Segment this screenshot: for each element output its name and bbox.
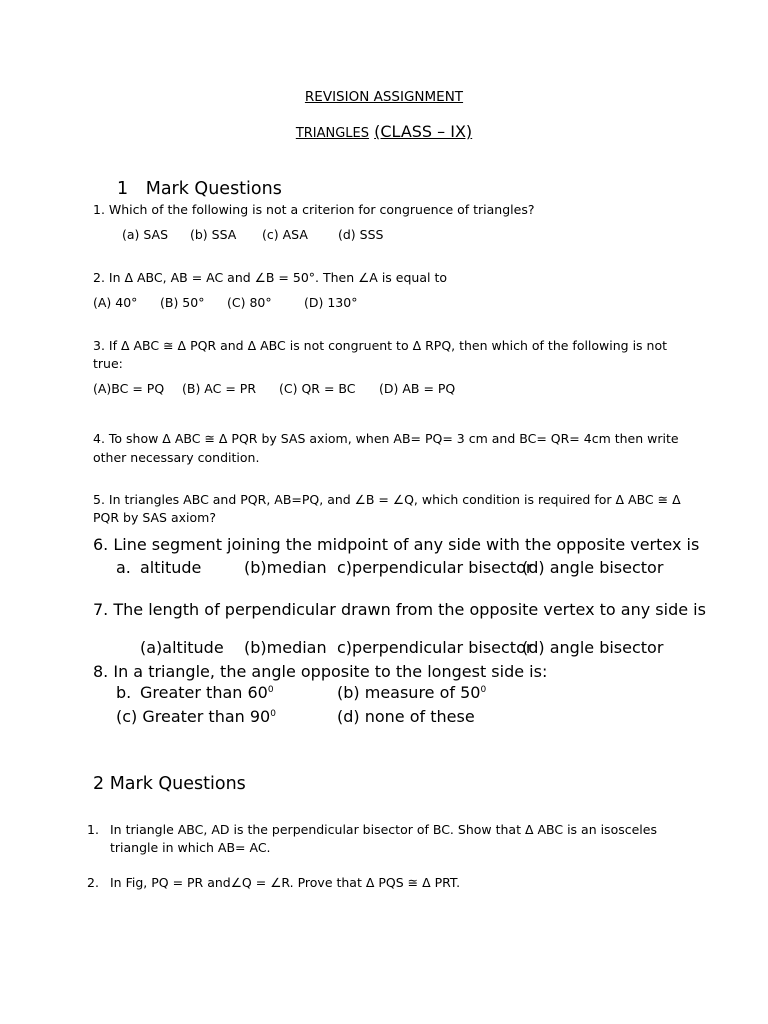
- s2-item-2-number: 2.: [87, 875, 99, 890]
- q2-option-d: (D) 130°: [304, 295, 358, 310]
- q3-option-d: (D) AB = PQ: [379, 381, 456, 396]
- s2-item-1-line1: In triangle ABC, AD is the perpendicular bisector of BC. Show that Δ ABC is an isosceles: [110, 822, 657, 837]
- s2-item-1-line2: triangle in which AB= AC.: [110, 840, 271, 855]
- q6-option-d: (d) angle bisector: [522, 558, 664, 577]
- section1-heading: [117, 179, 282, 199]
- question-5-line2: PQR by SAS axiom?: [93, 510, 216, 525]
- q2-option-b: (B) 50°: [160, 295, 205, 310]
- q7-option-a: (a)altitude: [140, 638, 224, 657]
- q1-option-a: (a) SAS: [122, 227, 169, 242]
- subtitle-class: (CLASS – IX): [374, 122, 473, 141]
- q8-option-c: (c) Greater than $90^0$: [116, 707, 276, 726]
- q6-option-a: altitude: [140, 558, 202, 577]
- q6-option-b: (b)median: [244, 558, 327, 577]
- q1-option-b: (b) SSA: [190, 227, 237, 242]
- section1-title: Mark Questions: [145, 179, 282, 199]
- q7-option-b: (b)median: [244, 638, 327, 657]
- page-subtitle: [0, 122, 768, 141]
- q3-option-c: (C) QR = BC: [279, 381, 356, 396]
- q6-list-marker: a.: [116, 558, 131, 577]
- q2-option-c: (C) 80°: [227, 295, 272, 310]
- question-1: 1. Which of the following is not a criterion for congruence of triangles?: [93, 202, 535, 217]
- question-3-line2: true:: [93, 356, 123, 371]
- question-7: 7. The length of perpendicular drawn from the opposite vertex to any side is: [93, 600, 706, 619]
- q2-option-a: (A) 40°: [93, 295, 138, 310]
- question-3-line1: 3. If Δ ABC ≅ Δ PQR and Δ ABC is not congruent to Δ RPQ, then which of the following is not: [93, 338, 668, 353]
- page-title: REVISION ASSIGNMENT: [304, 89, 464, 105]
- question-4-line2: other necessary condition.: [93, 450, 260, 465]
- s2-item-2-line1: In Fig, PQ = PR and∠Q = ∠R. Prove that Δ PQS ≅ Δ PRT.: [110, 875, 461, 890]
- question-5-line1: 5. In triangles ABC and PQR, AB=PQ, and ∠B = ∠Q, which condition is required for Δ ABC ≅ Δ: [93, 492, 681, 507]
- q8-option-a: Greater than $60^0$: [140, 683, 274, 702]
- q3-option-b: (B) AC = PR: [182, 381, 257, 396]
- s2-item-1-number: 1.: [87, 822, 99, 837]
- question-6: 6. Line segment joining the midpoint of any side with the opposite vertex is: [93, 535, 700, 554]
- q1-option-c: (c) ASA: [262, 227, 308, 242]
- q3-option-a: (A)BC = PQ: [93, 381, 165, 396]
- question-8: 8. In a triangle, the angle opposite to the longest side is:: [93, 662, 548, 681]
- q8-option-d: (d) none of these: [337, 707, 475, 726]
- q7-option-c: c)perpendicular bisector: [337, 638, 533, 657]
- question-4-line1: 4. To show Δ ABC ≅ Δ PQR by SAS axiom, when AB= PQ= 3 cm and BC= QR= 4cm then write: [93, 431, 679, 446]
- section1-number: 1: [117, 179, 129, 199]
- subtitle-topic: TRIANGLES: [295, 126, 370, 141]
- q7-option-d: (d) angle bisector: [522, 638, 664, 657]
- section2-heading: 2 Mark Questions: [93, 774, 246, 794]
- q8-list-marker: b.: [116, 683, 132, 702]
- q8-option-b: (b) measure of $50^0$: [337, 683, 487, 702]
- q6-option-c: c)perpendicular bisector: [337, 558, 533, 577]
- q1-option-d: (d) SSS: [338, 227, 384, 242]
- question-2: 2. In Δ ABC, AB = AC and ∠B = 50°. Then ∠A is equal to: [93, 270, 447, 285]
